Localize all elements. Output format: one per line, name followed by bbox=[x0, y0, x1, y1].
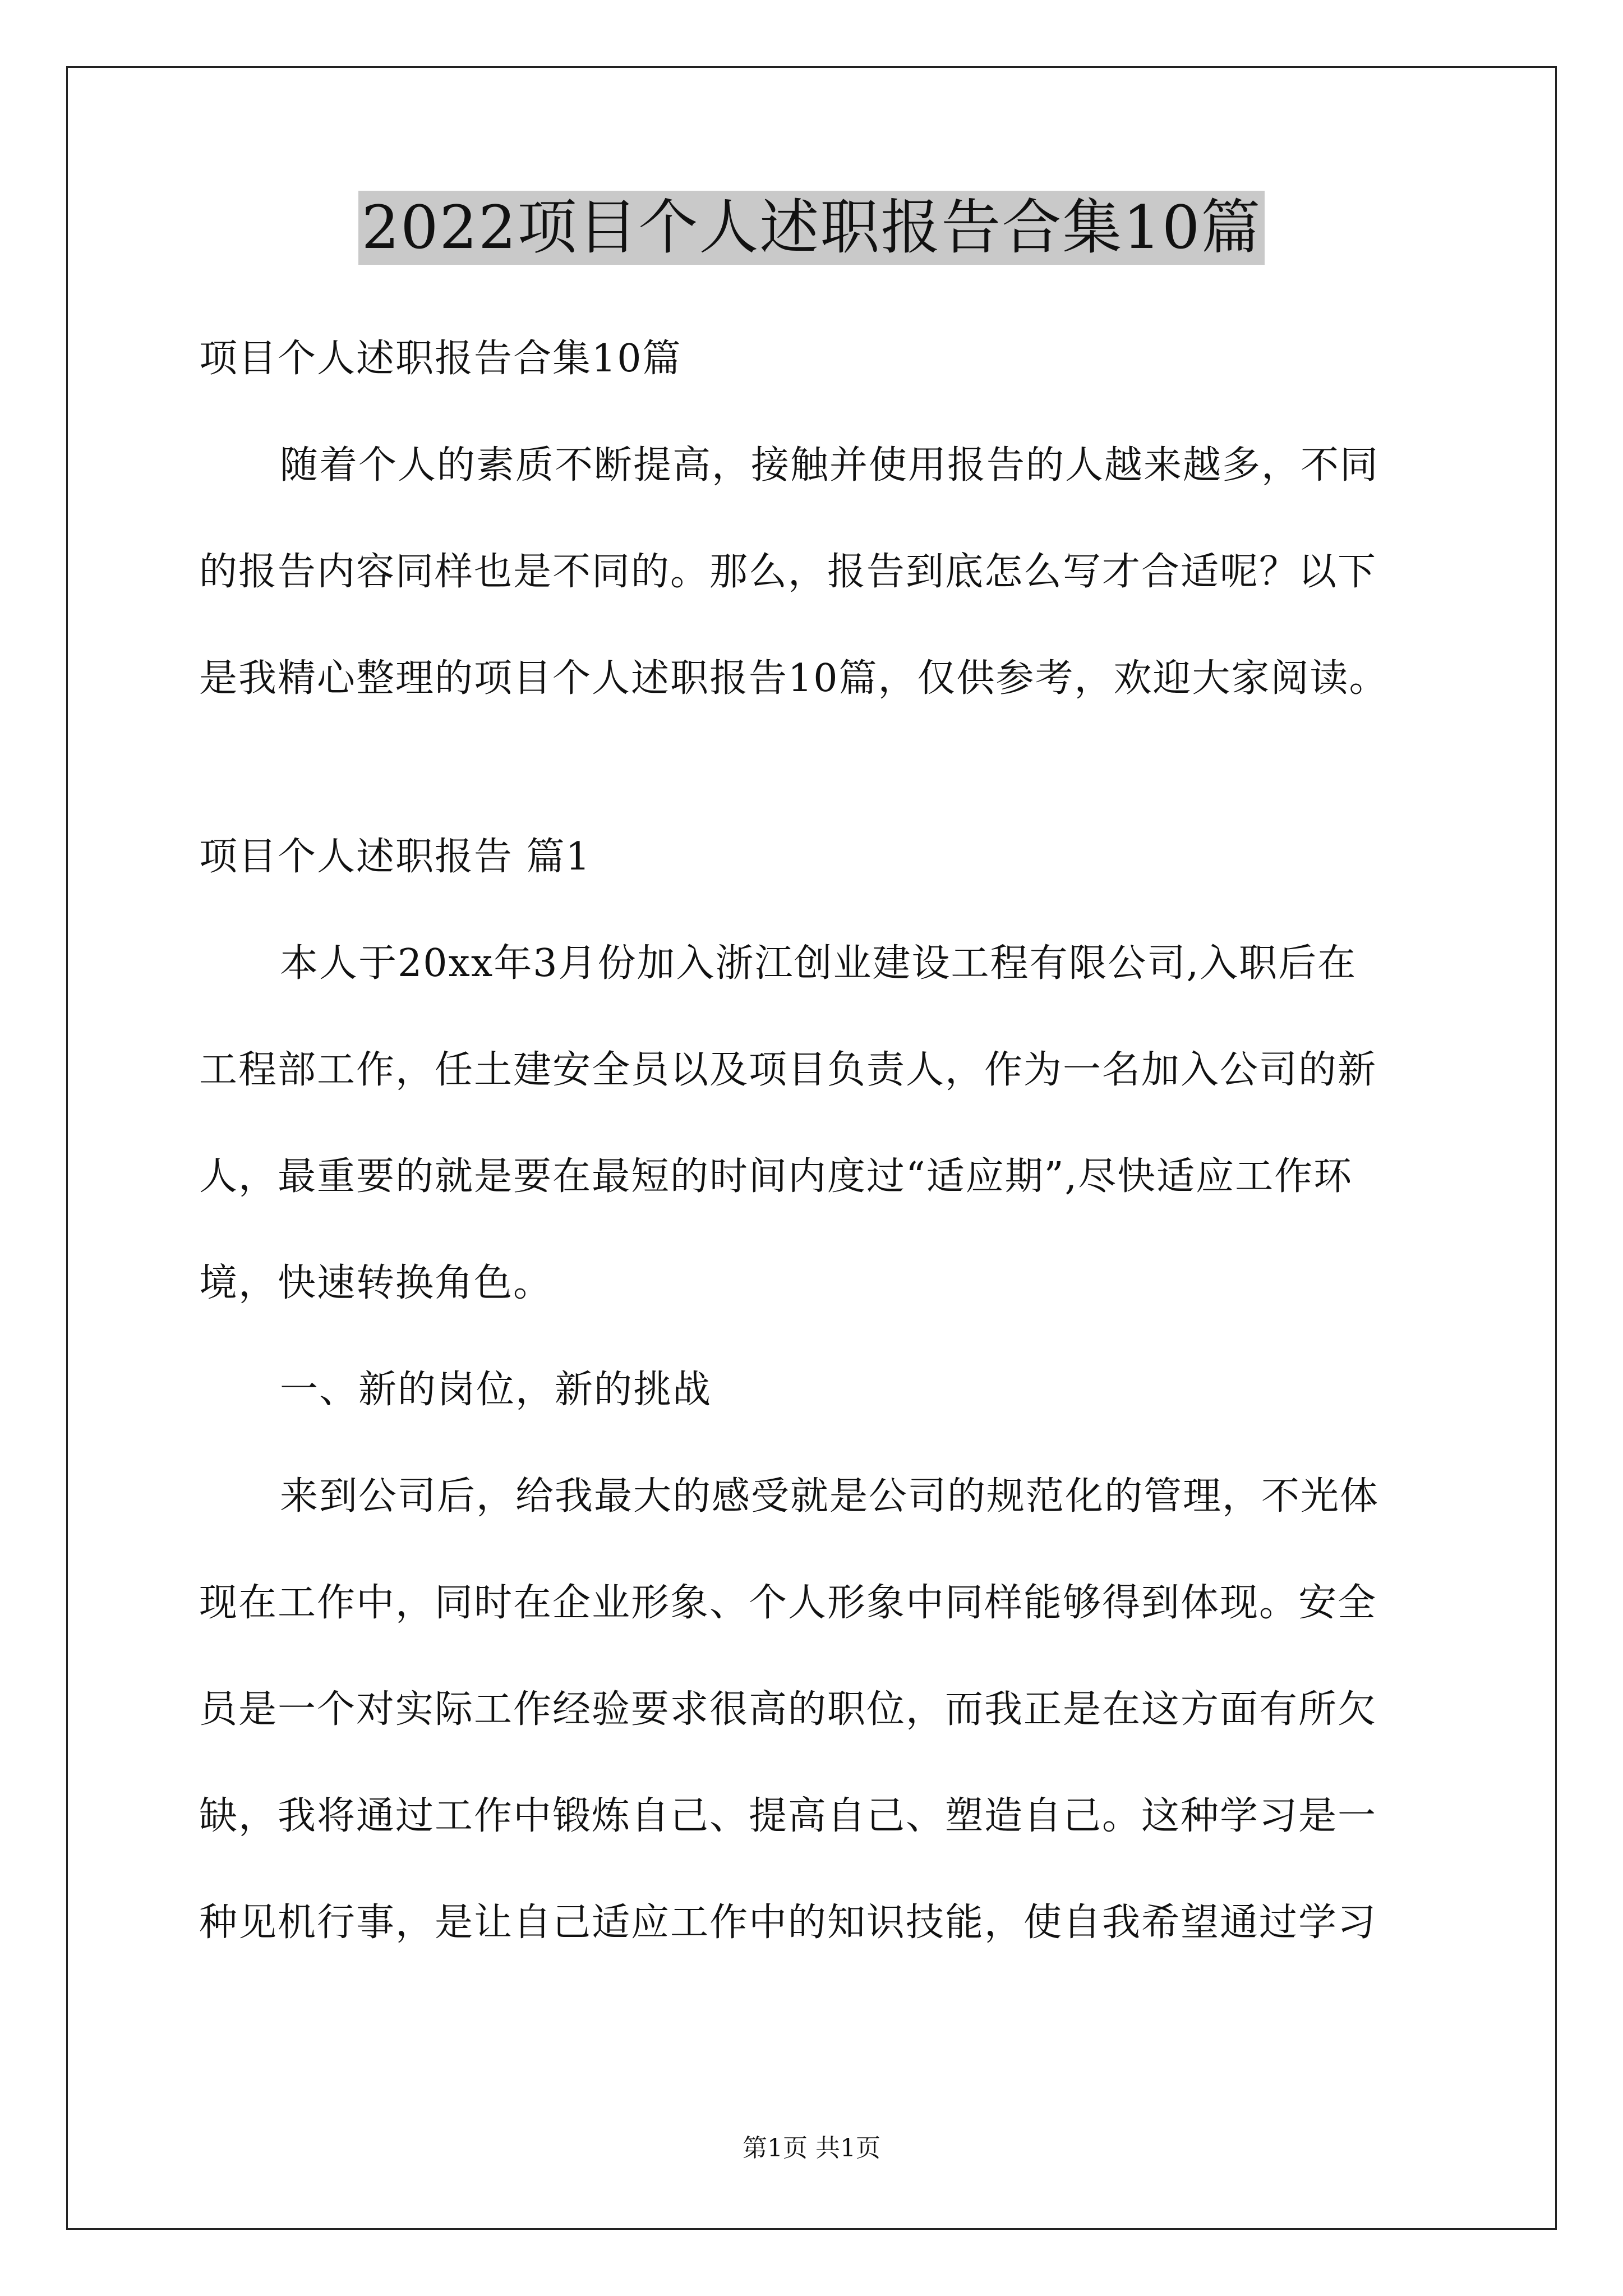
document-body bbox=[199, 306, 1433, 1976]
page-footer: 第1页 共1页 bbox=[743, 2134, 880, 2162]
paragraph-line: 工程部工作，任土建安全员以及项目负责人，作为一名加入公司的新 bbox=[199, 1048, 1377, 1092]
document-title: 2022项目个人述职报告合集10篇 bbox=[358, 191, 1265, 265]
paragraph-line: 随着个人的素质不断提高，接触并使用报告的人越来越多，不同 bbox=[280, 443, 1380, 487]
subsection-heading: 一、新的岗位，新的挑战 bbox=[280, 1368, 712, 1412]
section-gap bbox=[199, 732, 1433, 804]
paragraph-line: 员是一个对实际工作经验要求很高的职位，而我正是在这方面有所欠 bbox=[199, 1687, 1377, 1732]
paragraph-line: 人，最重要的就是要在最短的时间内度过“适应期”,尽快适应工作环 bbox=[199, 1154, 1353, 1199]
paragraph-line: 来到公司后，给我最大的感受就是公司的规范化的管理，不光体 bbox=[280, 1474, 1380, 1519]
section-heading: 项目个人述职报告 篇1 bbox=[199, 835, 591, 879]
paragraph-line: 是我精心整理的项目个人述职报告10篇，仅供参考，欢迎大家阅读。 bbox=[199, 656, 1389, 701]
paragraph-line: 的报告内容同样也是不同的。那么，报告到底怎么写才合适呢？以下 bbox=[199, 550, 1377, 594]
title-container bbox=[0, 191, 1623, 265]
paragraph-line: 缺，我将通过工作中锻炼自己、提高自己、塑造自己。这种学习是一 bbox=[199, 1794, 1377, 1838]
subtitle-line: 项目个人述职报告合集10篇 bbox=[199, 337, 682, 381]
paragraph-line: 本人于20xx年3月份加入浙江创业建设工程有限公司,入职后在 bbox=[280, 941, 1357, 986]
paragraph-line: 境，快速转换角色。 bbox=[199, 1261, 553, 1305]
paragraph-line: 种见机行事，是让自己适应工作中的知识技能，使自我希望通过学习 bbox=[199, 1901, 1377, 1945]
paragraph-line: 现在工作中，同时在企业形象、个人形象中同样能够得到体现。安全 bbox=[199, 1581, 1377, 1625]
